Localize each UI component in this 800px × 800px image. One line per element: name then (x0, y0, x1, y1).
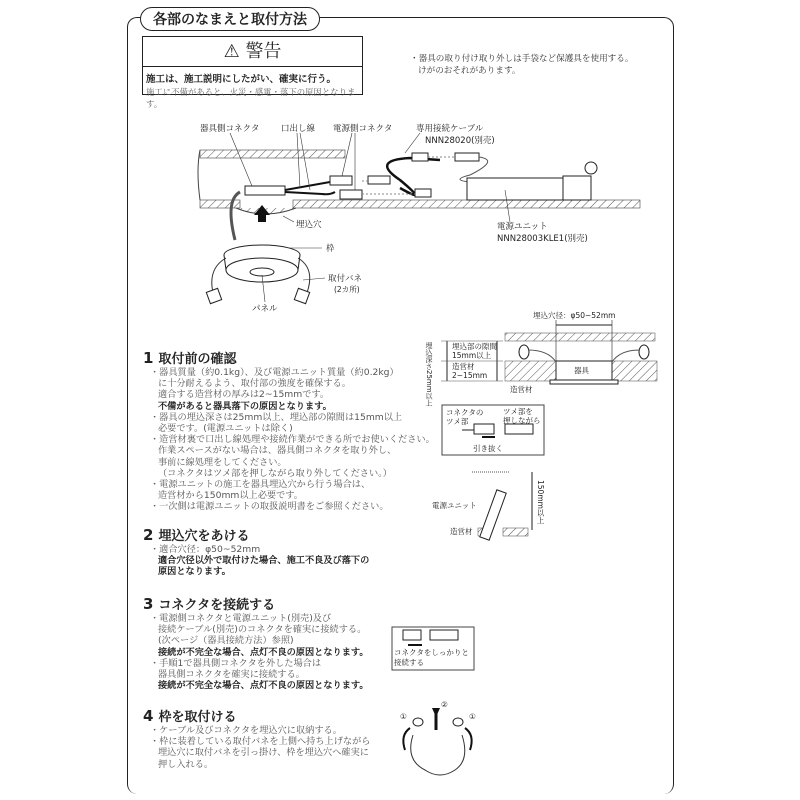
label-connect-2: 接続する (394, 658, 424, 667)
section-number: 3 (143, 595, 154, 613)
section-1 (143, 350, 435, 512)
section-line: 接続ケーブル(別売)のコネクタを確実に接続する。 (158, 624, 367, 636)
page-title: 各部のなまえと取付方法 (140, 7, 320, 31)
ceiling-board (293, 200, 640, 208)
section-body (143, 725, 371, 770)
section-title: コネクタを接続する (158, 598, 276, 613)
section-3 (143, 596, 369, 691)
section-line: 適合穴径以外で取付けた場合、施工不良及び落下の (158, 555, 370, 567)
label-spring-count: (2カ所) (334, 285, 360, 294)
label-power-connector: 電源側コネクタ (333, 124, 393, 134)
section-line: ・適合穴径：φ50~52mm (150, 544, 261, 555)
label-connect-1: コネクタをしっかりと (394, 648, 469, 657)
section-number: 1 (143, 349, 154, 367)
label-press-1: ツメ部を (503, 407, 533, 416)
label-step2: ② (441, 700, 448, 709)
section-line: 埋込穴に取付バネを引っ掛け、枠を埋込穴へ確実に (158, 747, 369, 759)
label-claw (446, 408, 483, 426)
warning-heading: 警告 (245, 41, 282, 62)
section-line: 接続が不完全な場合、点灯不良の原因となります。 (158, 680, 369, 692)
section-line: ・造営材裏で口出し線処理や接続作業ができる所でお使いください。 (150, 434, 435, 446)
label-thickness: 2~15mm (452, 371, 488, 380)
label-material-2: 造営材 (510, 385, 533, 394)
label-lead-wire: 口出し線 (281, 124, 316, 134)
label-frame: 枠 (326, 244, 335, 254)
section-number: 2 (143, 526, 154, 544)
label-claw-2: ツメ部 (446, 417, 469, 426)
label-unit: 電源ユニット (432, 501, 477, 510)
side-note-2: けがのおそれがあります。 (418, 66, 521, 76)
hands-illustration (411, 735, 465, 775)
section-4 (143, 708, 371, 770)
label-spring: 取付バネ (328, 274, 363, 284)
side-note-1: ・器具の取り付け取り外しは手袋など保護具を使用する。 (410, 54, 634, 64)
warning-text: 施工は、施工説明にしたがい、確実に行う。 (146, 74, 337, 85)
label-power-unit-model: NNN28003KLE1(別売) (497, 234, 588, 244)
section-title: 枠を取付ける (158, 710, 237, 725)
label-connect (394, 648, 469, 668)
section-line: 接続が不完全な場合、点灯不良の原因となります。 (158, 646, 369, 658)
section-line: 不備があると器具落下の原因となります。 (158, 400, 332, 412)
label-150mm: 150mm以上 (536, 480, 545, 524)
section-line: ・ケーブル及びコネクタを埋込穴に収納する。 (150, 725, 342, 736)
warning-triangle-icon: ⚠ (223, 41, 240, 62)
arrow-up-icon (254, 205, 270, 222)
section-title: 埋込穴をあける (158, 529, 250, 544)
label-step1-left: ① (400, 712, 407, 721)
label-press-2: 押しながら (503, 416, 541, 425)
label-hole-dia: 埋込穴径：φ50~52mm (533, 311, 616, 320)
section-body (143, 613, 369, 691)
label-fixture-connector: 器具側コネクタ (200, 124, 260, 134)
section-line: ・器具質量（約0.1kg）、及び電源ユニット質量（約0.2kg） (150, 367, 399, 378)
section-2 (143, 527, 369, 578)
section-line: (次ページ（器具接続方法）参照) (158, 635, 294, 647)
label-claw-1: コネクタの (446, 408, 484, 417)
label-step1-right: ① (469, 712, 476, 721)
section-line: 原因となります。 (158, 566, 231, 578)
label-press (503, 407, 541, 425)
section-body (143, 367, 435, 512)
section-line: 事前に線処理をしてください。 (158, 456, 287, 468)
label-pull: 引き抜く (473, 444, 503, 453)
label-panel: パネル (252, 304, 278, 314)
section-line: ・電源ユニットの施工を器具埋込穴から行う場合は、 (150, 478, 371, 490)
label-gap (452, 342, 497, 360)
ac-source-icon (585, 162, 597, 174)
section-heading (143, 596, 369, 612)
label-hole: 埋込穴 (296, 220, 322, 230)
section-line: ・手順1で器具側コネクタを外した場合は (150, 657, 322, 669)
section-line: 適合する造営材の厚みは2~15mmです。 (158, 389, 330, 401)
section-body (143, 544, 369, 578)
section-line: に十分耐えるよう、取付部の強度を確保する。 (158, 378, 351, 390)
section-heading (143, 708, 371, 724)
section-number: 4 (143, 707, 154, 725)
label-cable: 専用接続ケーブル (416, 124, 484, 134)
section-line: 押し入れる。 (158, 758, 214, 770)
label-gap-value: 15mm以上 (452, 351, 492, 360)
label-gap-title: 埋込部の隙間 (452, 342, 497, 351)
warning-note: 施工に不備があると、火災・感電・落下の原因となります。 (146, 87, 356, 109)
ceiling-upper (200, 150, 345, 158)
section-line: 器具側コネクタを確実に接続する。 (158, 668, 305, 680)
label-power-unit: 電源ユニット (497, 222, 548, 232)
section-line: ・電源側コネクタと電源ユニット(別売)及び (150, 613, 332, 624)
section-line: ・枠に装着している取付バネを上側へ持ち上げながら (150, 736, 371, 748)
label-material: 造営材 (452, 362, 475, 371)
label-fixture: 器具 (574, 366, 589, 375)
section-line: （コネクタはツメ部を押しながら取り外してください。） (158, 467, 392, 479)
section-title: 取付前の確認 (158, 352, 237, 367)
label-depth: 埋込深さ25mm以上 (425, 342, 433, 407)
section-heading (143, 350, 435, 366)
section-line: ・器具の埋込深さは25mm以上、埋込部の隙間は15mm以上 (150, 411, 403, 423)
section-line: 必要です。(電源ユニットは除く) (158, 422, 293, 434)
label-cable-model: NNN28020(別売) (425, 136, 495, 146)
section-line: 作業スペースがない場合は、器具側コネクタを取り外し、 (158, 445, 397, 457)
section-heading (143, 527, 369, 543)
section-line: 造営材から150mm以上必要です。 (158, 490, 303, 502)
label-material-3: 造営材 (450, 527, 473, 536)
label-material-thk (452, 362, 487, 380)
section-line: ・一次側は電源ユニットの取扱説明書をご参照ください。 (150, 501, 389, 513)
